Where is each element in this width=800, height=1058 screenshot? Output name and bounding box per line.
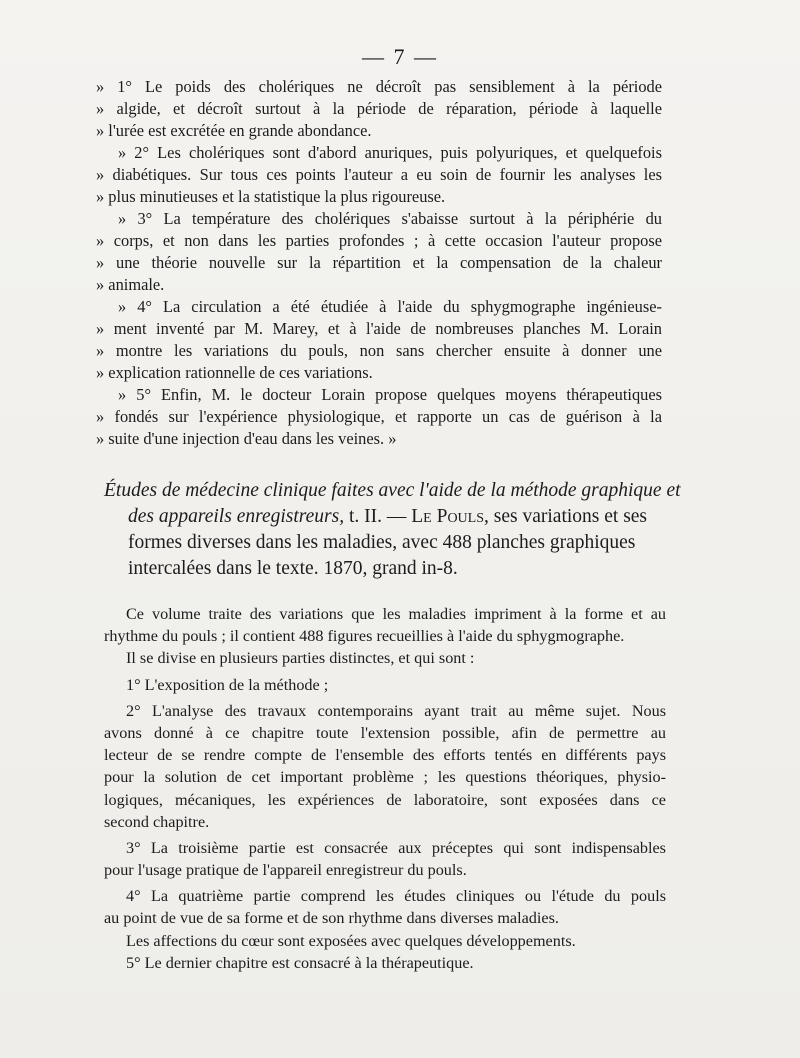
quote-line: » diabétiques. Sur tous ces points l'auteur a eu soin de fournir les analyses les [96, 165, 662, 184]
quote-line: » ment inventé par M. Marey, et à l'aide de nombreuses planches M. Lorain [96, 319, 662, 338]
quote-line: » animale. [96, 275, 165, 294]
body-line: avons donné à ce chapitre toute l'extension possible, afin de permettre au [104, 723, 666, 742]
quote-line: » 4° La circulation a été étudiée à l'aide du sphygmographe ingénieuse- [118, 297, 662, 316]
quote-line: » suite d'une injection d'eau dans les veines. » [96, 429, 397, 448]
quoted-summary [96, 76, 662, 450]
title-line-2: des appareils enregistreurs, [128, 506, 345, 527]
quote-line: » une théorie nouvelle sur la répartition et la compensation de la chaleur [96, 253, 662, 272]
body-line: 2° L'analyse des travaux contemporains ayant trait au même sujet. Nous [126, 701, 666, 720]
body-line: 4° La quatrième partie comprend les études cliniques ou l'étude du pouls [126, 887, 666, 906]
volume-label: t. II. — [344, 506, 412, 527]
heading-line-3: formes diverses dans les maladies, avec 488 planches graphiques [128, 532, 636, 553]
bibliographic-heading [104, 478, 681, 582]
heading-line-4: intercalées dans le texte. 1870, grand in-8. [128, 558, 458, 579]
quote-line: » montre les variations du pouls, non sans chercher ensuite à donner une [96, 341, 662, 360]
body-line: 5° Le dernier chapitre est consacré à la thérapeutique. [126, 953, 474, 972]
body-line: second chapitre. [104, 812, 210, 831]
body-line: pour l'usage pratique de l'appareil enregistreur du pouls. [104, 861, 467, 880]
body-line: Il se divise en plusieurs parties distinctes, et qui sont : [126, 649, 475, 668]
body-text [104, 603, 666, 974]
body-line: pour la solution de cet important problème ; les questions théoriques, physio- [104, 768, 666, 787]
body-line: rhythme du pouls ; il contient 488 figures recueillies à l'aide du sphygmographe. [104, 627, 625, 646]
quote-line: » corps, et non dans les parties profondes ; à cette occasion l'auteur propose [96, 231, 662, 250]
body-line: logiques, mécaniques, les expériences de laboratoire, sont exposées dans ce [104, 790, 666, 809]
quote-line: » 5° Enfin, M. le docteur Lorain propose quelques moyens thérapeutiques [118, 385, 662, 404]
quote-line: » 3° La température des cholériques s'abaisse surtout à la périphérie du [118, 209, 662, 228]
page-number: — 7 — [362, 44, 438, 69]
body-line: 1° L'exposition de la méthode ; [126, 675, 329, 694]
quote-line: » explication rationnelle de ces variations. [96, 363, 373, 382]
quote-line: » fondés sur l'expérience physiologique, et rapporte un cas de guérison à la [96, 407, 662, 426]
quote-line: » l'urée est excrétée en grande abondance. [96, 121, 372, 140]
subject-rest: , ses variations et ses [484, 506, 648, 527]
quote-line: » algide, et décroît surtout à la période de réparation, période à laquelle [96, 99, 662, 118]
body-line: au point de vue de sa forme et de son rhythme dans diverses maladies. [104, 909, 559, 928]
subject-title: Le Pouls [411, 506, 485, 527]
quote-line: » plus minutieuses et la statistique la plus rigoureuse. [96, 187, 446, 206]
body-line: Les affections du cœur sont exposées avec quelques développements. [126, 931, 576, 950]
quote-line: » 1° Le poids des cholériques ne décroît pas sensiblement à la période [96, 77, 662, 96]
quote-line: » 2° Les cholériques sont d'abord anuriques, puis polyuriques, et quelquefois [118, 143, 662, 162]
body-line: 3° La troisième partie est consacrée aux préceptes qui sont indispensables [126, 838, 666, 857]
title-line-1: Études de médecine clinique faites avec l'aide de la méthode graphique et [104, 480, 681, 501]
body-line: Ce volume traite des variations que les maladies impriment à la forme et au [126, 605, 666, 623]
body-line: lecteur de se rendre compte de l'ensemble des efforts tentés en différents pays [104, 746, 666, 765]
